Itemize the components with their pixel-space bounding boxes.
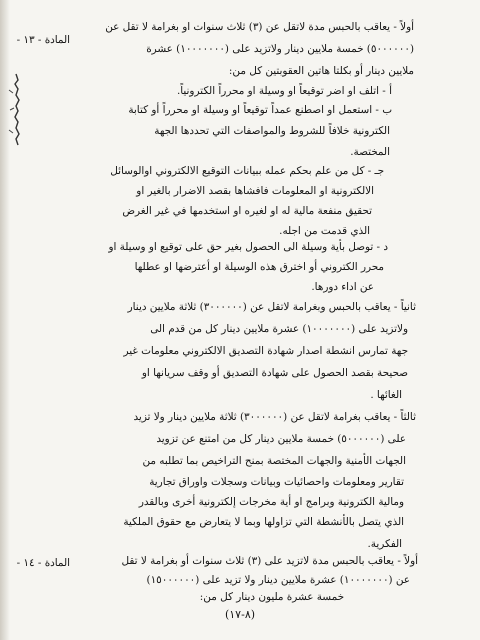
article-14-label: المادة - ١٤ - xyxy=(16,557,70,569)
text-line: الفكرية. xyxy=(367,538,402,550)
page-number: (٨-١٧) xyxy=(224,608,256,621)
text-line: صحيحة بقصد الحصول على شهادة التصديق أو وقف سريانها او xyxy=(141,367,408,379)
text-line: أولاً - يعاقب بالحبس مدة لاتقل عن (٣) ثلاث سنوات او بغرامة لا تقل عن xyxy=(105,21,414,33)
text-line: خمسة عشرة مليون دينار كل من: xyxy=(199,591,344,603)
text-line: أ - اتلف او اضر توقيعاً او وسيلة او محرراً الكترونياً. xyxy=(176,85,392,97)
text-line: (٥٠٠٠٠٠٠) خمسة ملايين دينار ولاتزيد على (١٠٠٠٠٠٠٠) عشرة xyxy=(146,43,414,55)
text-line: محرر الكتروني أو اخترق هذه الوسيلة او أعترضها او عطلها xyxy=(134,261,384,273)
text-line: عن (١٠٠٠٠٠٠٠) عشرة ملايين دينار ولا تزيد على (١٥٠٠٠٠٠٠) xyxy=(146,574,410,586)
text-line: جهة تمارس انشطة اصدار شهادة التصديق الالكتروني معلومات غير xyxy=(123,345,408,357)
text-line: ثالثاً - يعاقب بغرامة لاتقل عن (٣٠٠٠٠٠٠) ثلاثة ملايين دينار ولا تزيد xyxy=(133,411,416,423)
text-line: ب - استعمل او اصطنع عمداً توقيعاً او وسيلة او محرراً أو كتابة xyxy=(128,104,392,116)
article-13-label: المادة - ١٣ - xyxy=(16,34,70,46)
text-line: الغائها . xyxy=(370,389,402,401)
text-line: الذي قدمت من اجله. xyxy=(279,225,370,237)
text-line: المختصة. xyxy=(350,146,390,158)
text-line: الكترونية خلافاً للشروط والمواصفات التي تحددها الجهة xyxy=(154,125,390,137)
text-line: ملايين دينار أو بكلتا هاتين العقوبتين كل من: xyxy=(228,65,414,77)
text-line: أولاً - يعاقب بالحبس مدة لاتزيد على (٣) ثلاث سنوات أو بغرامة لا تقل xyxy=(121,555,418,567)
text-line: ومالية الكترونية وبرامج او أية مخرجات إلكترونية أخرى وبالقدر xyxy=(138,496,404,508)
text-line: جـ - كل من علم بحكم عمله ببيانات التوقيع الالكتروني اوالوسائل xyxy=(110,165,384,177)
text-line: على (٥٠٠٠٠٠٠) خمسة ملايين دينار كل من امتنع عن تزويد xyxy=(156,433,406,445)
margin-handwriting-mark xyxy=(4,70,28,160)
text-line: الجهات الأمنية والجهات المختصة بمنح التراخيص بما تطلبه من xyxy=(142,455,406,467)
text-line: د - توصل بأية وسيلة الى الحصول بغير حق على توقيع او وسيلة او xyxy=(108,241,388,253)
text-line: ولاتزيد على (١٠٠٠٠٠٠٠) عشرة ملايين دينار كل من قدم الى xyxy=(150,323,408,335)
text-line: عن اداء دورها. xyxy=(311,281,374,293)
text-line: الذي يتصل بالأنشطة التي تزاولها وبما لا يتعارض مع حقوق الملكية xyxy=(123,516,404,528)
text-line: الالكترونية او المعلومات فافشاها بقصد الاضرار بالغير او xyxy=(136,185,374,197)
text-line: تقارير ومعلومات واحصائيات وبيانات وسجلات واوراق تجارية xyxy=(149,476,404,488)
text-line: تحقيق منفعة مالية له او لغيره او استخدمها في غير الغرض xyxy=(122,205,372,217)
text-line: ثانياً - يعاقب بالحبس وبغرامة لاتقل عن (٣٠٠٠٠٠٠) ثلاثة ملايين دينار xyxy=(127,301,416,313)
